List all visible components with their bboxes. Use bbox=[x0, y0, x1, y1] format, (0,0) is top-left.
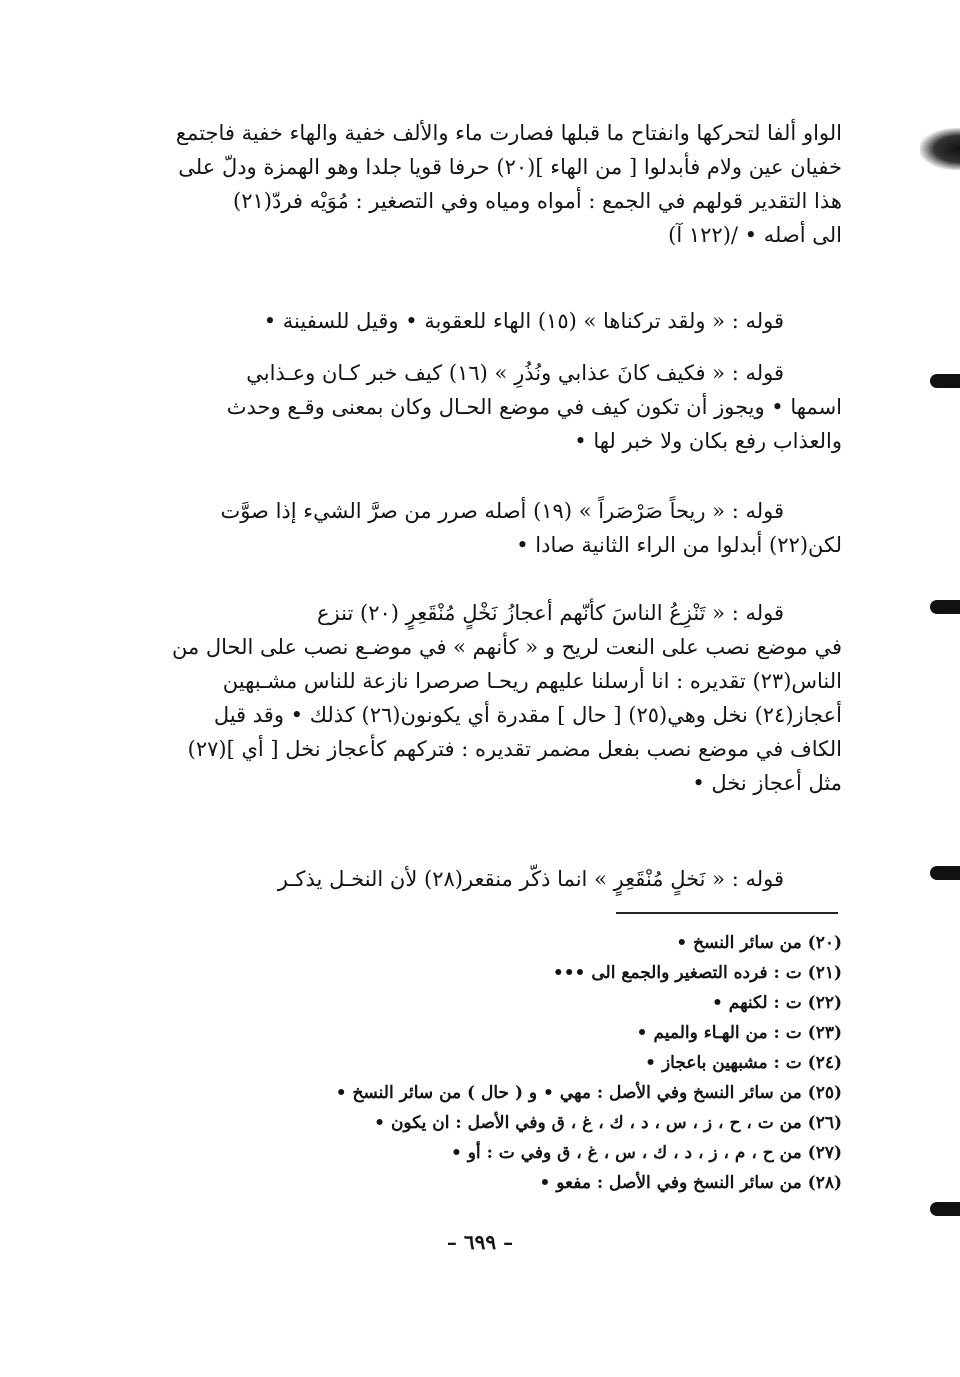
scan-edge-mark bbox=[930, 374, 960, 388]
paragraph bbox=[130, 304, 842, 338]
paragraph bbox=[130, 494, 842, 562]
paragraph bbox=[130, 356, 842, 458]
text-line: والعذاب رفع بكان ولا خبر لها • bbox=[574, 429, 842, 453]
text-line: الى أصله • /(١٢٢ آ) bbox=[668, 223, 842, 247]
text-line: أعجاز(٢٤) نخل وهي(٢٥) [ حال ] مقدرة أي يكونون(٢٦) كذلك • وقد قيل bbox=[213, 703, 842, 727]
footnote: (٢٨) من سائر النسخ وفي الأصل : مفعو • bbox=[539, 1173, 842, 1193]
footnote: (٢٠) من سائر النسخ • bbox=[676, 933, 842, 953]
scan-edge-mark bbox=[930, 866, 960, 880]
text-line: قوله : « نَخلٍ مُنْقَعِرٍ » انما ذكّر منقعر(٢٨) لأن النخـل يذكـر bbox=[277, 867, 784, 891]
text-line: في موضع نصب على النعت لريح و « كأنهم » في موضـع نصب على الحال من bbox=[171, 635, 842, 659]
text-line: قوله : « فكيف كانَ عذابي ونُذُرِ » (١٦) كيف خبر كـان وعـذابي bbox=[246, 361, 784, 385]
paragraph bbox=[130, 862, 842, 896]
text-line: خفيان عين ولام فأبدلوا [ من الهاء ](٢٠) حرفا قويا جلدا وهو الهمزة ودلّ على bbox=[178, 155, 842, 179]
footnotes bbox=[150, 928, 842, 1198]
text-line: اسمها • ويجوز أن تكون كيف في موضع الحـال وكان بمعنى وقـع وحدث bbox=[226, 395, 842, 419]
scan-edge-mark bbox=[930, 1202, 960, 1216]
footnote: (٢٣) ت : من الهـاء والميم • bbox=[636, 1023, 842, 1043]
text-line: قوله : « ريحاً صَرْصَراً » (١٩) أصله صرر من صرَّ الشيء إذا صوَّت bbox=[220, 499, 784, 523]
footnote: (٢١) ت : فرده التصغير والجمع الى ••• bbox=[552, 963, 842, 983]
scan-edge-mark bbox=[930, 600, 960, 614]
footnote: (٢٦) من ت ، ح ، ز ، س ، د ، ك ، غ ، ق وفي الأصل : ان يكون • bbox=[374, 1113, 842, 1133]
text-line: لكن(٢٢) أبدلوا من الراء الثانية صادا • bbox=[516, 533, 842, 557]
text-line: الناس(٢٣) تقديره : انا أرسلنا عليهم ريحـا صرصرا نازعة للناس مشـبهين bbox=[222, 669, 842, 693]
paragraph bbox=[130, 596, 842, 800]
scan-edge-mark bbox=[920, 128, 960, 170]
text-line: هذا التقدير قولهم في الجمع : أمواه ومياه وفي التصغير : مُوَيْه فردّ(٢١) bbox=[233, 189, 842, 213]
page-number: – ٦٩٩ – bbox=[446, 1230, 514, 1254]
text-line: قوله : « تَنْزِعُ الناسَ كأنّهم أعجازُ نَخْلٍ مُنْقَعِرٍ (٢٠) تنزع bbox=[317, 601, 784, 625]
paragraph bbox=[130, 116, 842, 252]
footnote: (٢٤) ت : مشبهين باعجاز • bbox=[645, 1053, 842, 1073]
footnote-separator bbox=[616, 912, 838, 914]
text-line: قوله : « ولقد تركناها » (١٥) الهاء للعقوبة • وقيل للسفينة • bbox=[263, 309, 784, 333]
text-line: الواو ألفا لتحركها وانفتاح ما قبلها فصارت ماء والألف خفية والهاء خفية فاجتمع bbox=[175, 121, 842, 145]
footnote: (٢٢) ت : لكنهم • bbox=[711, 993, 842, 1013]
text-line: الكاف في موضع نصب بفعل مضمر تقديره : فتركهم كأعجاز نخل [ أي ](٢٧) bbox=[187, 737, 842, 761]
footnote: (٢٥) من سائر النسخ وفي الأصل : مهي • و ( حال ) من سائر النسخ • bbox=[335, 1083, 842, 1103]
text-line: مثل أعجاز نخل • bbox=[692, 771, 842, 795]
footnote: (٢٧) من ح ، م ، ز ، د ، ك ، س ، غ ، ق وفي ت : أو • bbox=[450, 1143, 842, 1163]
